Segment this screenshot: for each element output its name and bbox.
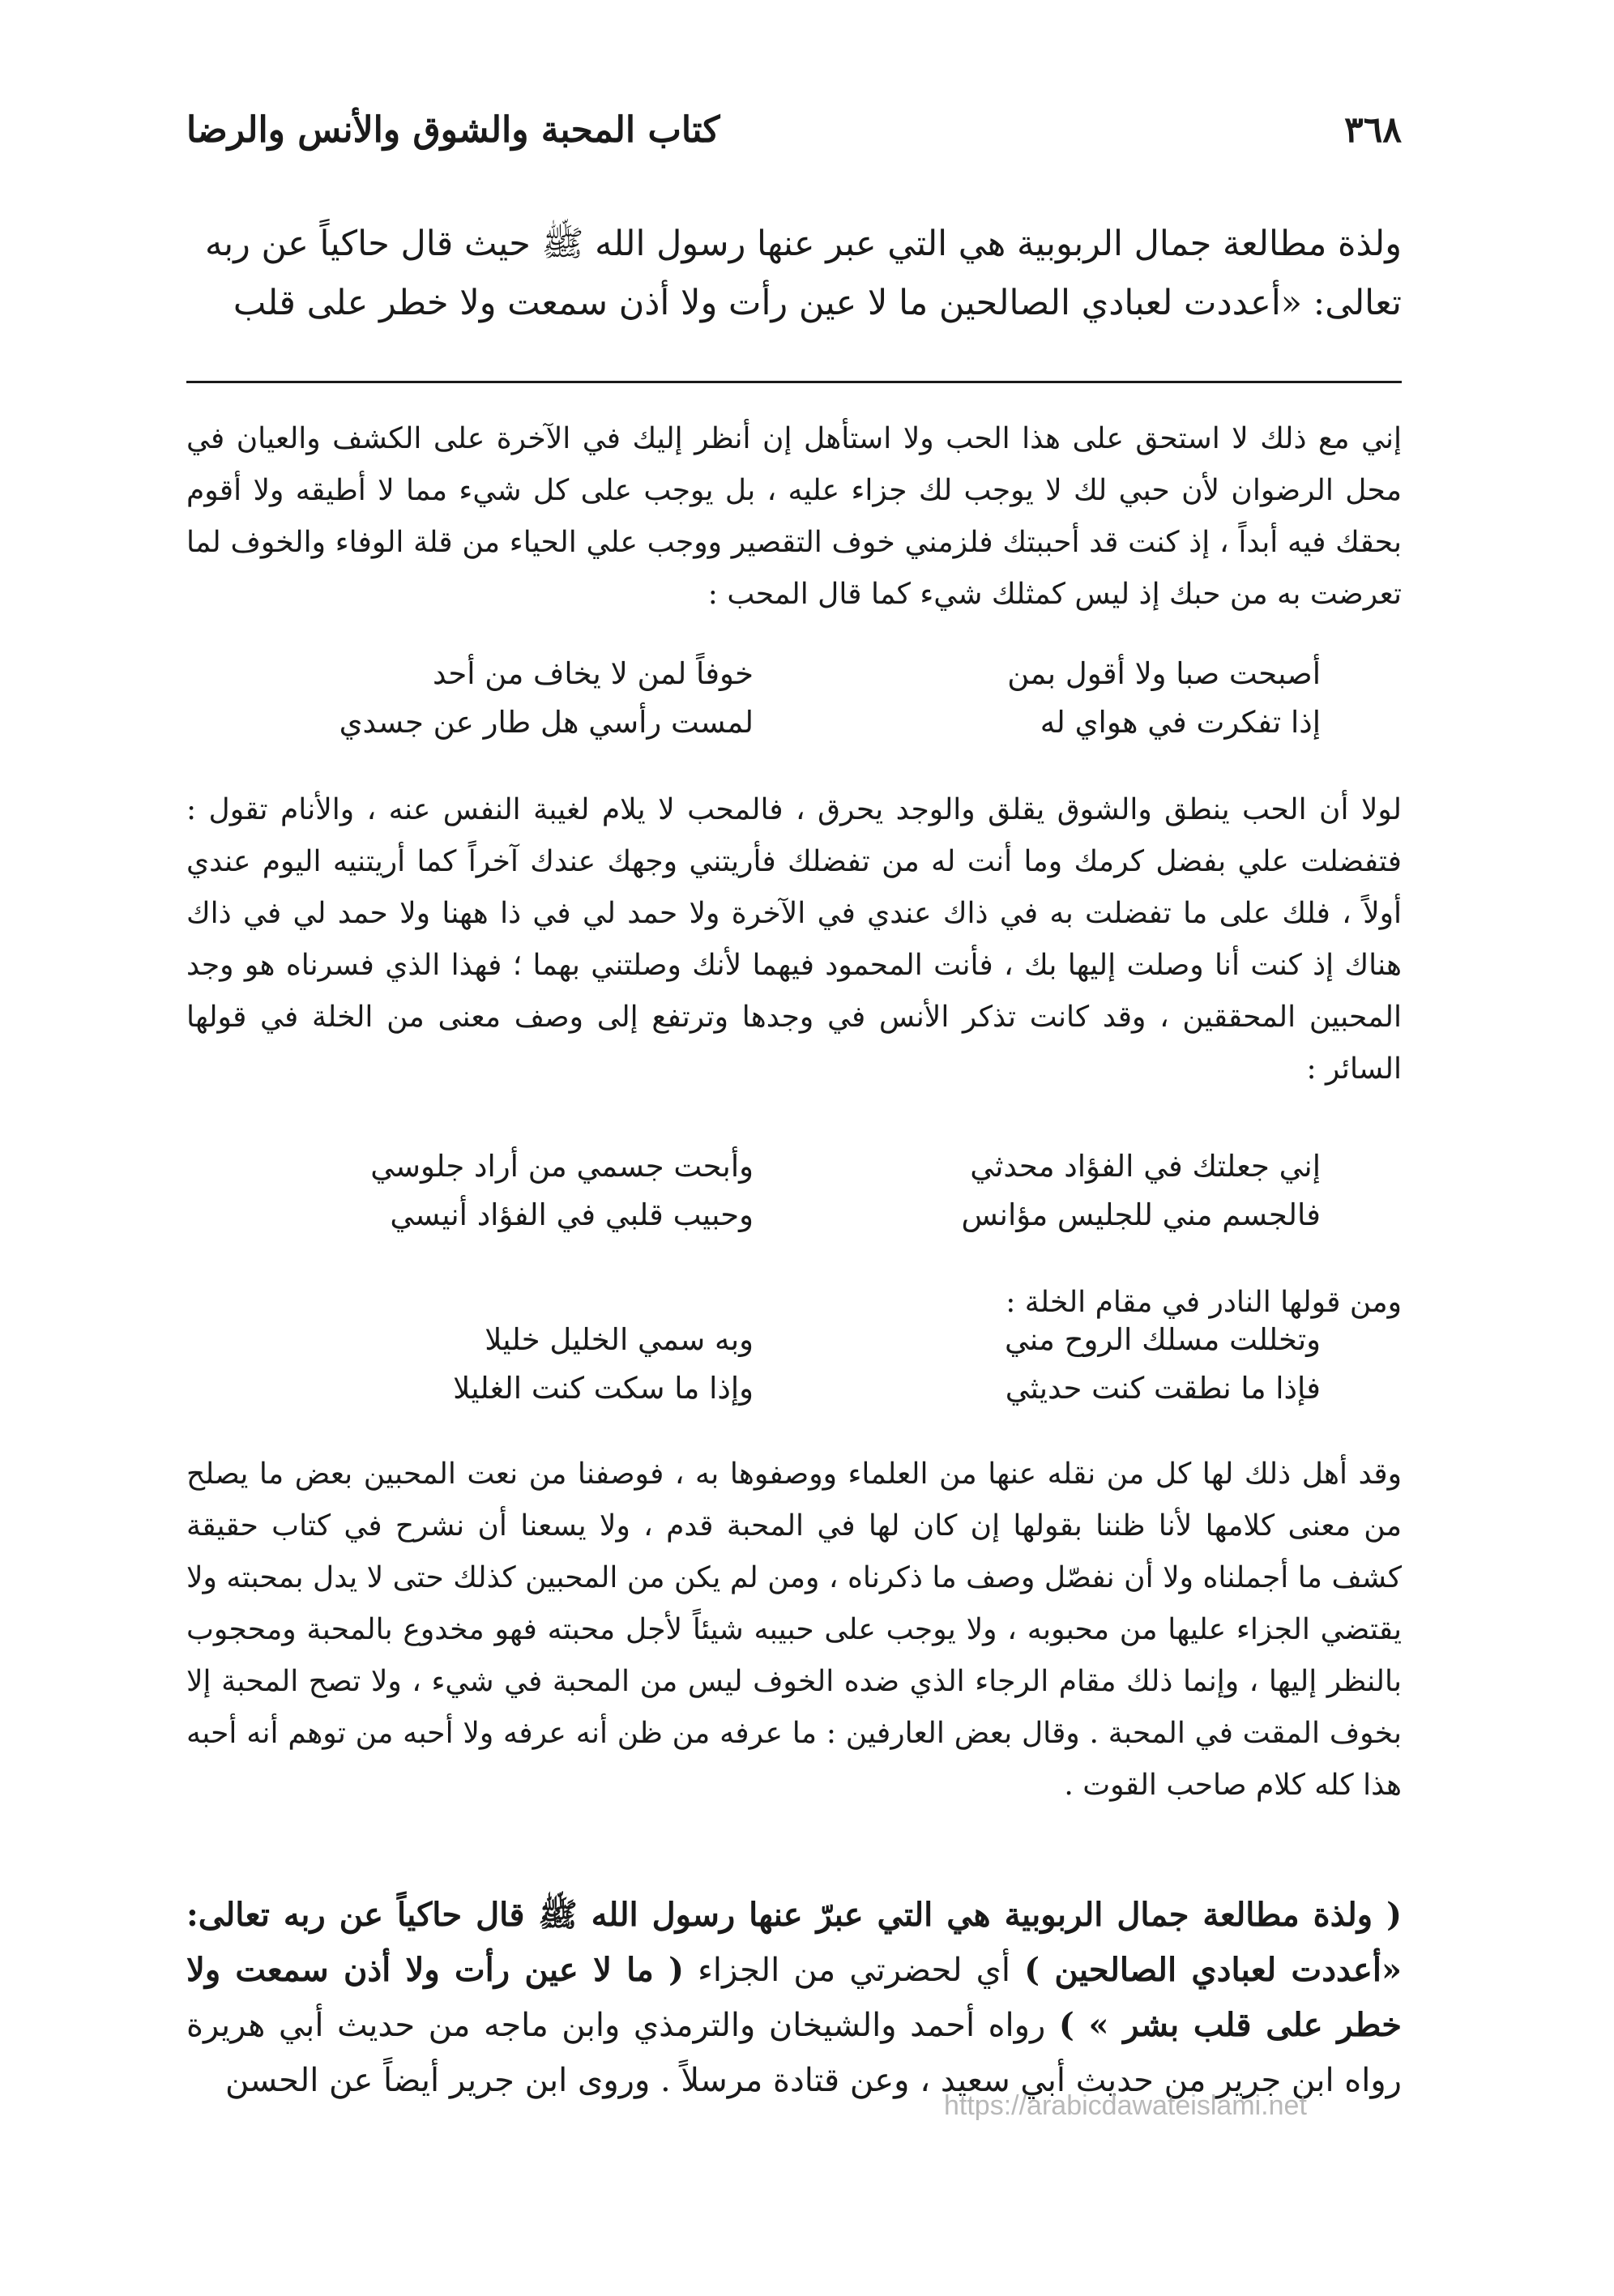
verse-hemistich-second: وأبحت جسمي من أراد جلوسي xyxy=(370,1149,754,1184)
verse-hemistich-first: فإذا ما نطقت كنت حديثي xyxy=(1005,1371,1321,1406)
poem-verse-1 xyxy=(267,656,1321,753)
verse-line xyxy=(267,1322,1321,1371)
verse-line xyxy=(267,1371,1321,1419)
verse-hemistich-second: وبه سمي الخليل خليلا xyxy=(485,1322,754,1357)
verse-hemistich-second: وحبيب قلبي في الفؤاد أنيسي xyxy=(390,1197,754,1232)
verse-hemistich-first: إذا تفكرت في هواي له xyxy=(1040,705,1321,740)
verse-line xyxy=(267,1149,1321,1197)
commentary-gloss: أي لحضرتي من الجزاء xyxy=(684,1952,1025,1989)
main-text-line-1: ولذة مطالعة جمال الربوبية هي التي عبر عنها رسول الله ﷺ حيث قال حاكياً عن ربه xyxy=(205,224,1402,264)
page-header xyxy=(186,109,1402,166)
commentary-paragraph-4 xyxy=(186,1449,1402,1812)
commentary-text: وقد أهل ذلك لها كل من نقله عنها من العلماء ووصفوها به ، فوصفنا من نعت المحبين بعض ما يصلح من معنى كلامها لأنا ظننا بقولها إن كان لها في المحبة قدم ، ولا يسعنا أن نشرح في كتاب حقيقة كشف ما أجملناه ولا أن نفصّل وصف ما ذكرناه ، ومن لم يكن من المحبين كذلك حتى لا يدل بمحبته ولا يقتضي الجزاء عليها من محبوبه ، ولا يوجب على حبيبه شيئاً لأجل محبته فهو مخدوع بالمحبة ومحجوب بالنظر إليها ، وإنما ذلك مقام الرجاء الذي ضده الخوف ليس من المحبة في شيء ، ولا تصح المحبة إلا بخوف المقت في المحبة . وقال بعض العارفين : ما عرفه من ظن أنه عرفه ولا أحبه من توهم أنه أحبه هذا كله كلام صاحب القوت . xyxy=(186,1457,1402,1802)
verse-line xyxy=(267,656,1321,705)
verse-line xyxy=(267,1197,1321,1246)
commentary-text xyxy=(186,1888,1402,2108)
verse-hemistich-first: وتخللت مسلك الروح مني xyxy=(1005,1322,1321,1357)
commentary-paragraph-3 xyxy=(186,1277,1402,1329)
commentary-text: لولا أن الحب ينطق والشوق يقلق والوجد يحرق ، فالمحب لا يلام لغيبة النفس عنه ، والأنام تقول : فتفضلت علي بفضل كرمك وما أنت له من تفضلك فأريتني وجهك عندك آخراً كما أريتنيه اليوم عندي أولاً ، فلك على ما تفضلت به في ذاك عندي في الآخرة ولا حمد لي في ذا ههنا ولا حمد لي في ذاك هناك إذ كنت أنا وصلت إليها بك ، فأنت المحمود فيهما لأنك وصلتني بهما ؛ فهذا الذي فسرناه هو وجد المحبين المحققين ، وقد كانت تذكر الأنس في وجدها وترتفع إلى وصف معنى من الخلة في قولها السائر : xyxy=(186,793,1402,1086)
poem-verse-2 xyxy=(267,1149,1321,1246)
quoted-main-text: ( ما لا عين رأت ولا أذن سمعت ولا خطر على قلب بشر » ) xyxy=(186,1951,1402,2044)
commentary-paragraph-1 xyxy=(186,413,1402,621)
commentary-paragraph-2 xyxy=(186,784,1402,1095)
commentary-gloss: رواه أحمد والشيخان والترمذي وابن ماجه من حديث أبي هريرة رواه ابن جرير من حديث أبي سعيد ، وعن قتادة مرسلاً . وروى ابن جرير أيضاً عن الحسن xyxy=(186,2007,1402,2099)
page-number: ٣٦٨ xyxy=(1344,109,1402,151)
poem-verse-3 xyxy=(267,1322,1321,1419)
separator-rule xyxy=(186,381,1402,383)
watermark-url: https://arabicdawateislami.net xyxy=(944,2090,1307,2121)
verse-hemistich-first: إني جعلتك في الفؤاد محدثي xyxy=(970,1149,1321,1184)
verse-hemistich-first: فالجسم مني للجليس مؤانس xyxy=(961,1197,1321,1232)
verse-hemistich-first: أصبحت صبا ولا أقول بمن xyxy=(1007,656,1321,691)
commentary-text: إني مع ذلك لا استحق على هذا الحب ولا استأهل إن أنظر إليك في الآخرة على الكشف والعيان في محل الرضوان لأن حبي لك لا يوجب لك جزاء عليه ، بل يوجب على كل شيء مما لا أطيقه ولا أقوم بحقك فيه أبداً ، إذ كنت قد أحببتك فلزمني خوف التقصير ووجب علي الحياء من قلة الوفاء والخوف لما تعرضت به من حبك إذ ليس كمثلك شيء كما قال المحب : xyxy=(186,422,1402,611)
commentary-paragraph-5 xyxy=(186,1888,1402,2108)
verse-line xyxy=(267,705,1321,753)
quoted-main-text: ( ولذة مطالعة جمال الربوبية هي التي عبرّ عنها رسول الله ﷺ قال حاكياً عن ربه تعالى: «أعددت لعبادي الصالحين ) xyxy=(186,1896,1402,1989)
verse-hemistich-second: خوفاً لمن لا يخاف من أحد xyxy=(432,656,754,691)
running-title: كتاب المحبة والشوق والأنس والرضا xyxy=(186,109,720,151)
main-text xyxy=(186,215,1402,333)
verse-hemistich-second: لمست رأسي هل طار عن جسدي xyxy=(339,705,754,740)
verse-hemistich-second: وإذا ما سكت كنت الغليلا xyxy=(453,1371,754,1406)
main-text-line-2: تعالى: «أعددت لعبادي الصالحين ما لا عين رأت ولا أذن سمعت ولا خطر على قلب xyxy=(233,283,1402,323)
commentary-text: ومن قولها النادر في مقام الخلة : xyxy=(1006,1286,1402,1319)
